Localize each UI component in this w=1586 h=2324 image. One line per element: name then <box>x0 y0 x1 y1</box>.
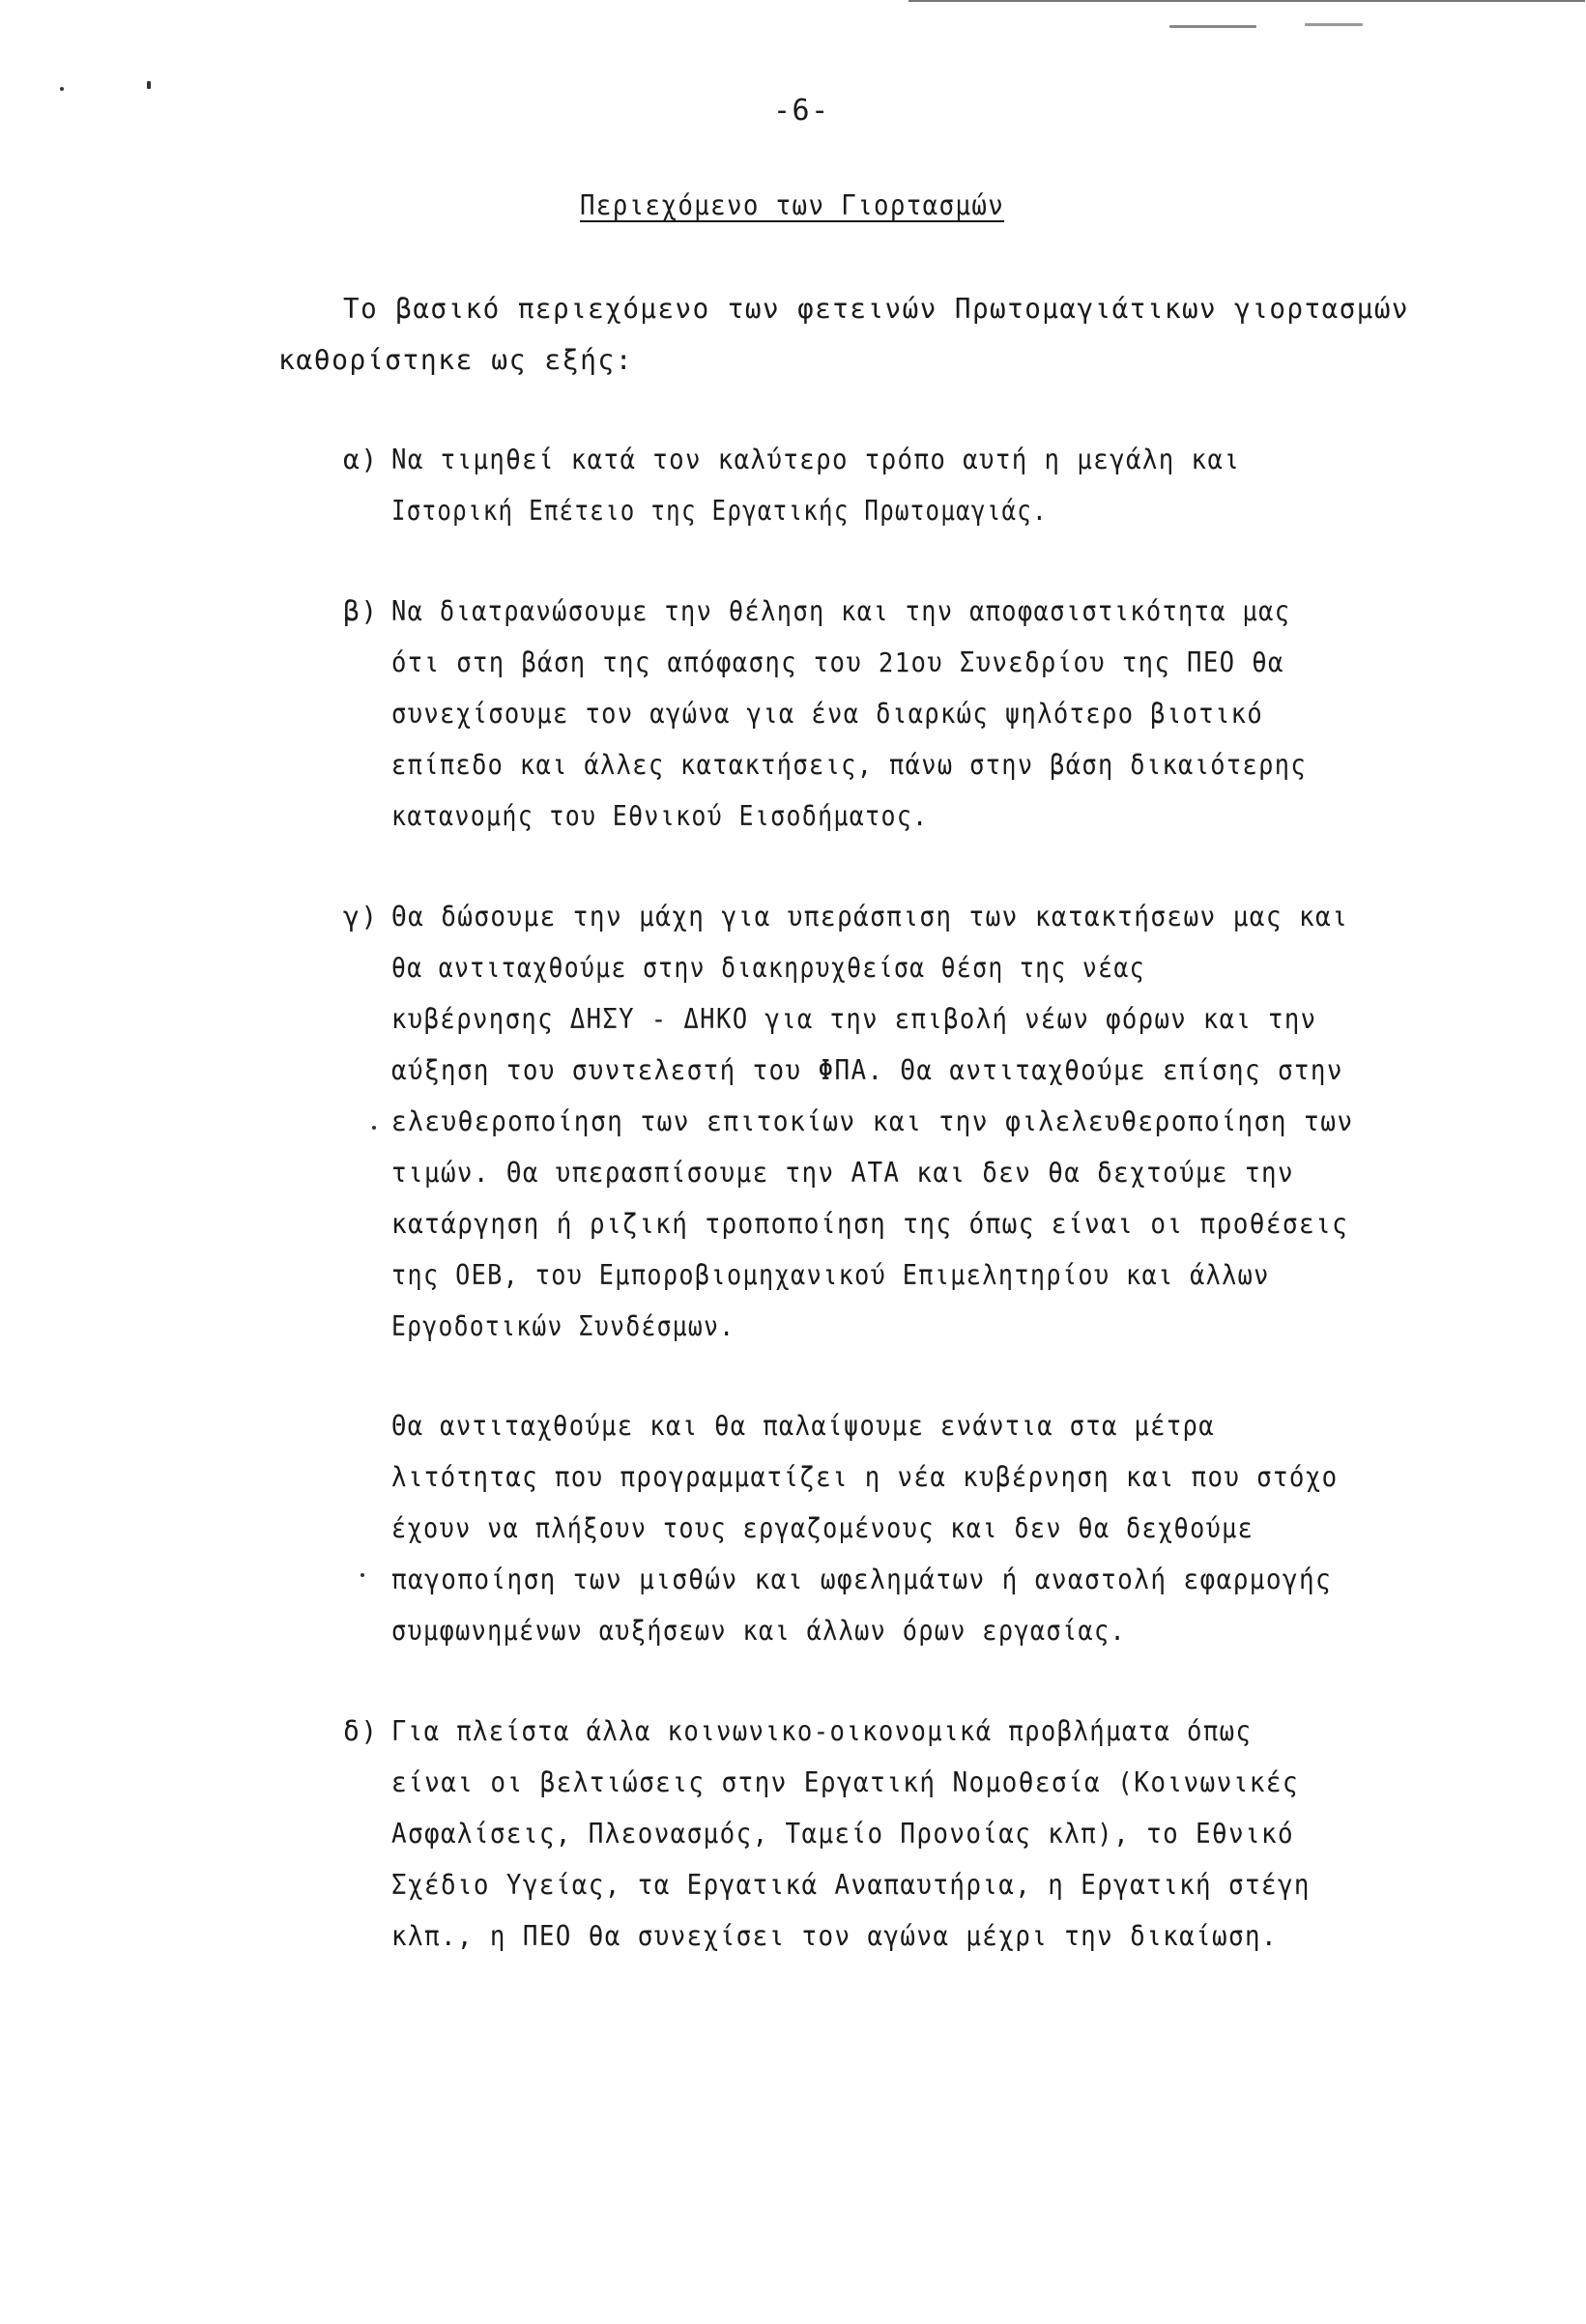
item-line: επίπεδο και άλλες κατακτήσεις, πάνω στην βάση δικαιότερης <box>391 749 1307 781</box>
page-title: Περιεχόμενο των Γιορτασμών <box>580 189 1005 221</box>
item-line: Θα δώσουμε την μάχη για υπεράσπιση των κατακτήσεων μας και <box>391 901 1349 932</box>
scan-speck <box>60 87 64 91</box>
intro-line: Το βασικό περιεχόμενο των φετεινών Πρωτομαγιάτικων γιορτασμών <box>343 293 1410 325</box>
item-line: Θα αντιταχθούμε και θα παλαίψουμε ενάντια στα μέτρα <box>391 1410 1215 1442</box>
item-marker: α) <box>343 444 379 475</box>
scan-speck <box>1169 25 1256 28</box>
item-line: Ιστορική Επέτειο της Εργατικής Πρωτομαγιάς. <box>391 495 1048 527</box>
item-line: συνεχίσουμε τον αγώνα για ένα διαρκώς ψηλότερο βιοτικό <box>391 698 1264 730</box>
item-line: Εργοδοτικών Συνδέσμων. <box>391 1310 735 1342</box>
item-line: ελευθεροποίηση των επιτοκίων και την φιλελευθεροποίηση των <box>391 1105 1354 1137</box>
item-line: Σχέδιο Υγείας, τα Εργατικά Αναπαυτήρια, η Εργατική στέγη <box>391 1869 1311 1901</box>
item-marker: γ) <box>343 901 379 932</box>
page-number: -6- <box>773 94 830 128</box>
item-line: Ασφαλίσεις, Πλεονασμός, Ταμείο Προνοίας κλπ), το Εθνικό <box>391 1818 1294 1850</box>
item-line: κατάργηση ή ριζική τροποποίηση της όπως είναι οι προθέσεις <box>391 1208 1349 1240</box>
scan-speck <box>147 81 151 89</box>
item-line: τιμών. Θα υπερασπίσουμε την ΑΤΑ και δεν θα δεχτούμε την <box>391 1157 1294 1189</box>
item-line: έχουν να πλήξουν τους εργαζομένους και δεν θα δεχθούμε <box>391 1512 1254 1544</box>
item-line: ότι στη βάση της απόφασης του 21ου Συνεδρίου της ΠΕΟ θα <box>391 646 1284 678</box>
item-line: αύξηση του συντελεστή του ΦΠΑ. Θα αντιταχθούμε επίσης στην <box>391 1054 1343 1086</box>
item-line: κλπ., η ΠΕΟ θα συνεχίσει τον αγώνα μέχρι την δικαίωση. <box>391 1920 1278 1952</box>
item-line: παγοποίηση των μισθών και ωφελημάτων ή αναστολή εφαρμογής <box>391 1564 1333 1595</box>
item-line: συμφωνημένων αυξήσεων και άλλων όρων εργασίας. <box>391 1615 1127 1647</box>
item-line: Για πλείστα άλλα κοινωνικο-οικονομικά προβλήματα όπως <box>391 1715 1253 1747</box>
scan-speck <box>372 1126 376 1130</box>
item-line: είναι οι βελτιώσεις στην Εργατική Νομοθεσία (Κοινωνικές <box>391 1766 1299 1798</box>
item-line: κατανομής του Εθνικού Εισοδήματος. <box>391 800 929 832</box>
scan-speck <box>360 1573 364 1577</box>
item-line: Να τιμηθεί κατά τον καλύτερο τρόπο αυτή η μεγάλη και <box>391 444 1241 475</box>
intro-line: καθορίστηκε ως εξής: <box>278 344 634 376</box>
item-line: Να διατρανώσουμε την θέληση και την αποφασιστικότητα μας <box>391 595 1291 627</box>
item-marker: β) <box>343 595 379 627</box>
item-marker: δ) <box>343 1715 379 1747</box>
scan-speck <box>1305 23 1363 26</box>
item-line: της ΟΕΒ, του Εμποροβιομηχανικού Επιμελητηρίου και άλλων <box>391 1259 1270 1291</box>
scan-edge-line <box>908 0 1585 2</box>
item-line: λιτότητας που προγραμματίζει η νέα κυβέρνηση και που στόχο <box>391 1461 1339 1493</box>
item-line: κυβέρνησης ΔΗΣΥ - ΔΗΚΟ για την επιβολή νέων φόρων και την <box>391 1003 1317 1035</box>
item-line: θα αντιταχθούμε στην διακηρυχθείσα θέση της νέας <box>391 952 1145 984</box>
